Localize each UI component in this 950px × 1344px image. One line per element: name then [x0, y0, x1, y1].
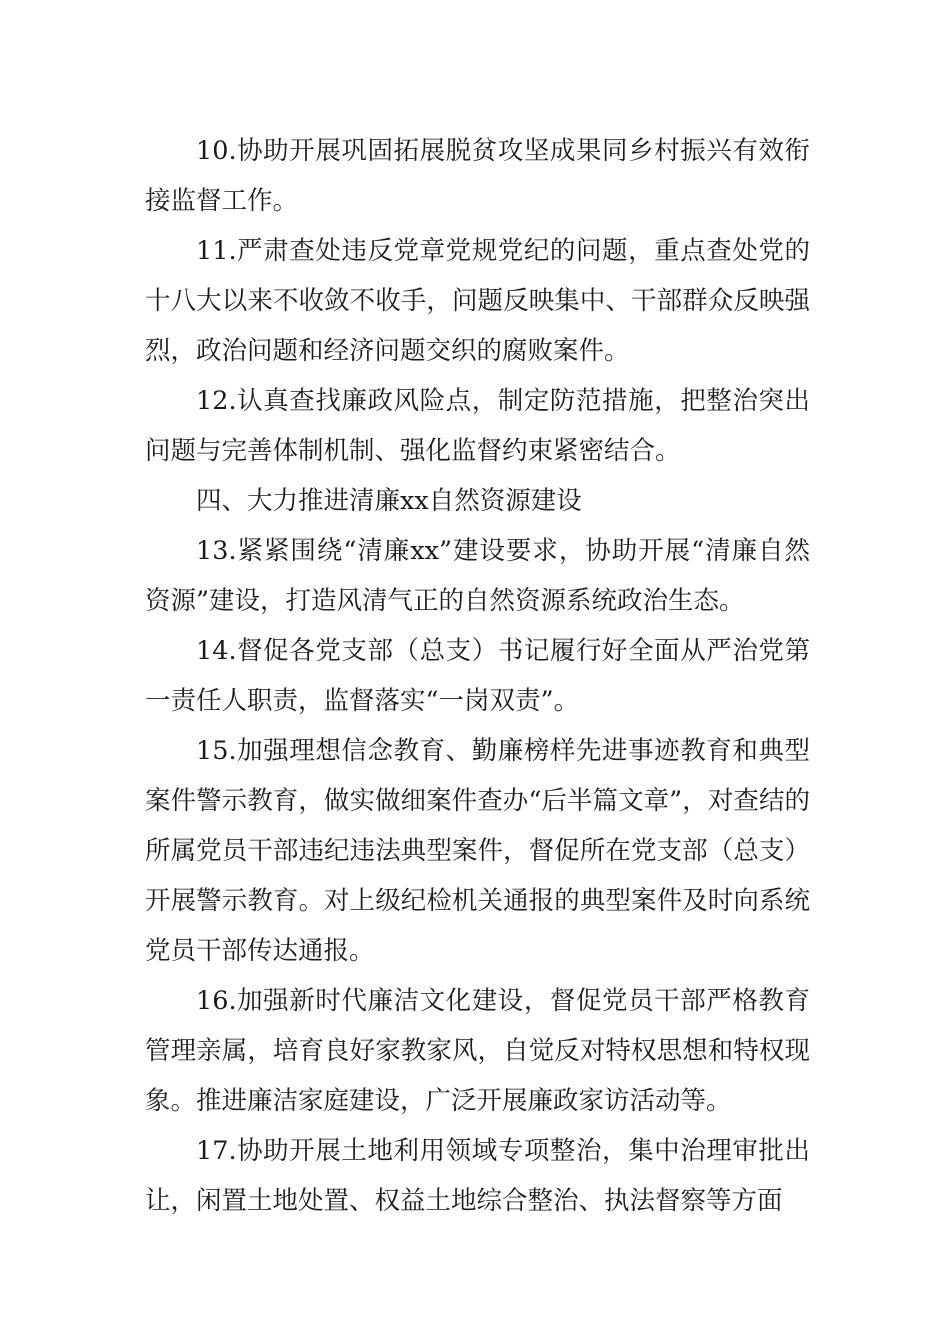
section-heading-4: 四、大力推进清廉xx自然资源建设 — [196, 486, 582, 516]
paragraph-16: 16.加强新时代廉洁文化建设，督促党员干部严格教育管理亲属，培育良好家教家风，自觉反对特权思想和特权现象。推进廉洁家庭建设，广泛开展廉政家访活动等。 — [145, 986, 810, 1116]
paragraph-14: 14.督促各党支部（总支）书记履行好全面从严治党第一责任人职责，监督落实“一岗双责”。 — [145, 636, 810, 716]
paragraph-10: 10.协助开展巩固拓展脱贫攻坚成果同乡村振兴有效衔接监督工作。 — [145, 136, 810, 216]
document-body — [145, 126, 810, 1226]
paragraph-15: 15.加强理想信念教育、勤廉榜样先进事迹教育和典型案件警示教育，做实做细案件查办“后半篇文章”，对查结的所属党员干部违纪违法典型案件，督促所在党支部（总支）开展警示教育。对上级纪检机关通报的典型案件及时向系统党员干部传达通报。 — [145, 736, 810, 966]
paragraph-13: 13.紧紧围绕“清廉xx”建设要求，协助开展“清廉自然资源”建设，打造风清气正的自然资源系统政治生态。 — [145, 536, 810, 616]
paragraph-11: 11.严肃查处违反党章党规党纪的问题，重点查处党的十八大以来不收敛不收手，问题反映集中、干部群众反映强烈，政治问题和经济问题交织的腐败案件。 — [145, 236, 810, 366]
paragraph-17: 17.协助开展土地利用领域专项整治，集中治理审批出让，闲置土地处置、权益土地综合整治、执法督察等方面 — [145, 1136, 810, 1216]
paragraph-12: 12.认真查找廉政风险点，制定防范措施，把整治突出问题与完善体制机制、强化监督约束紧密结合。 — [145, 386, 810, 466]
